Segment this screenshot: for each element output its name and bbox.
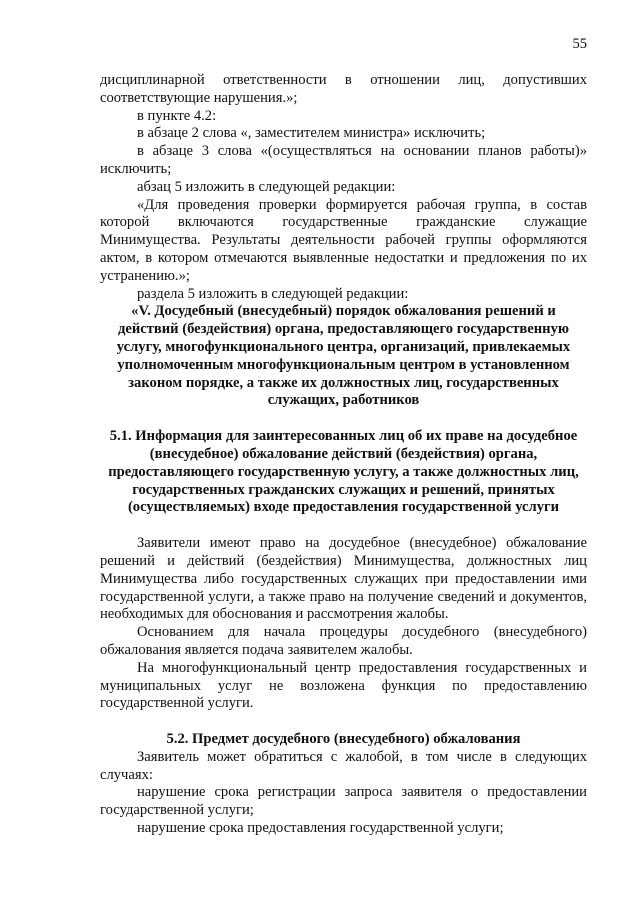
paragraph: Основанием для начала процедуры досудебного (внесудебного) обжалования является подача заявителем жалобы.: [100, 624, 587, 658]
paragraph: «Для проведения проверки формируется рабочая группа, в состав которой включаются государственные гражданские служащие Минимущества. Результаты деятельности рабочей группы оформляются актом, в котором отмечаются выявленные недостатки и предложения по их устранению.»;: [100, 196, 587, 284]
section-title: «V. Досудебный (внесудебный) порядок обжалования решений и действий (бездействия) органа, предоставляющего государственную услугу, многофункционального центра, организаций, привлекаемых уполномоченным многофункциональным центром в установленном законом порядке, а также их должностных лиц, государственных служащих, работников: [116, 303, 571, 409]
paragraph: раздела 5 изложить в следующей редакции:: [137, 285, 409, 302]
paragraph: дисциплинарной ответственности в отношении лиц, допустивших соответствующие нарушения.»;: [100, 72, 587, 106]
paragraph: абзац 5 изложить в следующей редакции:: [137, 178, 396, 195]
paragraph: в пункте 4.2:: [137, 107, 217, 124]
paragraph: нарушение срока регистрации запроса заявителя о предоставлении государственной услуги;: [100, 784, 587, 819]
subsection-title: 5.2. Предмет досудебного (внесудебного) обжалования: [166, 731, 521, 748]
paragraph: Заявитель может обратиться с жалобой, в том числе в следующих случаях:: [100, 748, 587, 783]
subsection-title: 5.1. Информация для заинтересованных лиц об их праве на досудебное (внесудебное) обжалование действий (бездействия) органа, предоставляющего государственную услугу, а также должностных лиц, государственных гражданских служащих и решений, принятых (осуществляемых) входе предоставления государственной услуги: [108, 428, 579, 516]
paragraph: в абзаце 3 слова «(осуществляться на основании планов работы)» исключить;: [100, 143, 587, 177]
paragraph: Заявители имеют право на досудебное (внесудебное) обжалование решений и действий (бездействия) Минимущества, должностных лиц Минимущества либо государственных служащих при предоставлении ими государственной услуги, а также право на получение сведений и документов, необходимых для обоснования и рассмотрения жалобы.: [100, 535, 587, 623]
document-body: [100, 72, 587, 838]
paragraph: нарушение срока предоставления государственной услуги;: [137, 820, 504, 837]
paragraph: в абзаце 2 слова «, заместителем министра» исключить;: [137, 125, 486, 142]
page-number: 55: [572, 36, 587, 52]
paragraph: На многофункциональный центр предоставления государственных и муниципальных услуг не возложена функция по предоставлению государственной услуги.: [100, 659, 587, 712]
